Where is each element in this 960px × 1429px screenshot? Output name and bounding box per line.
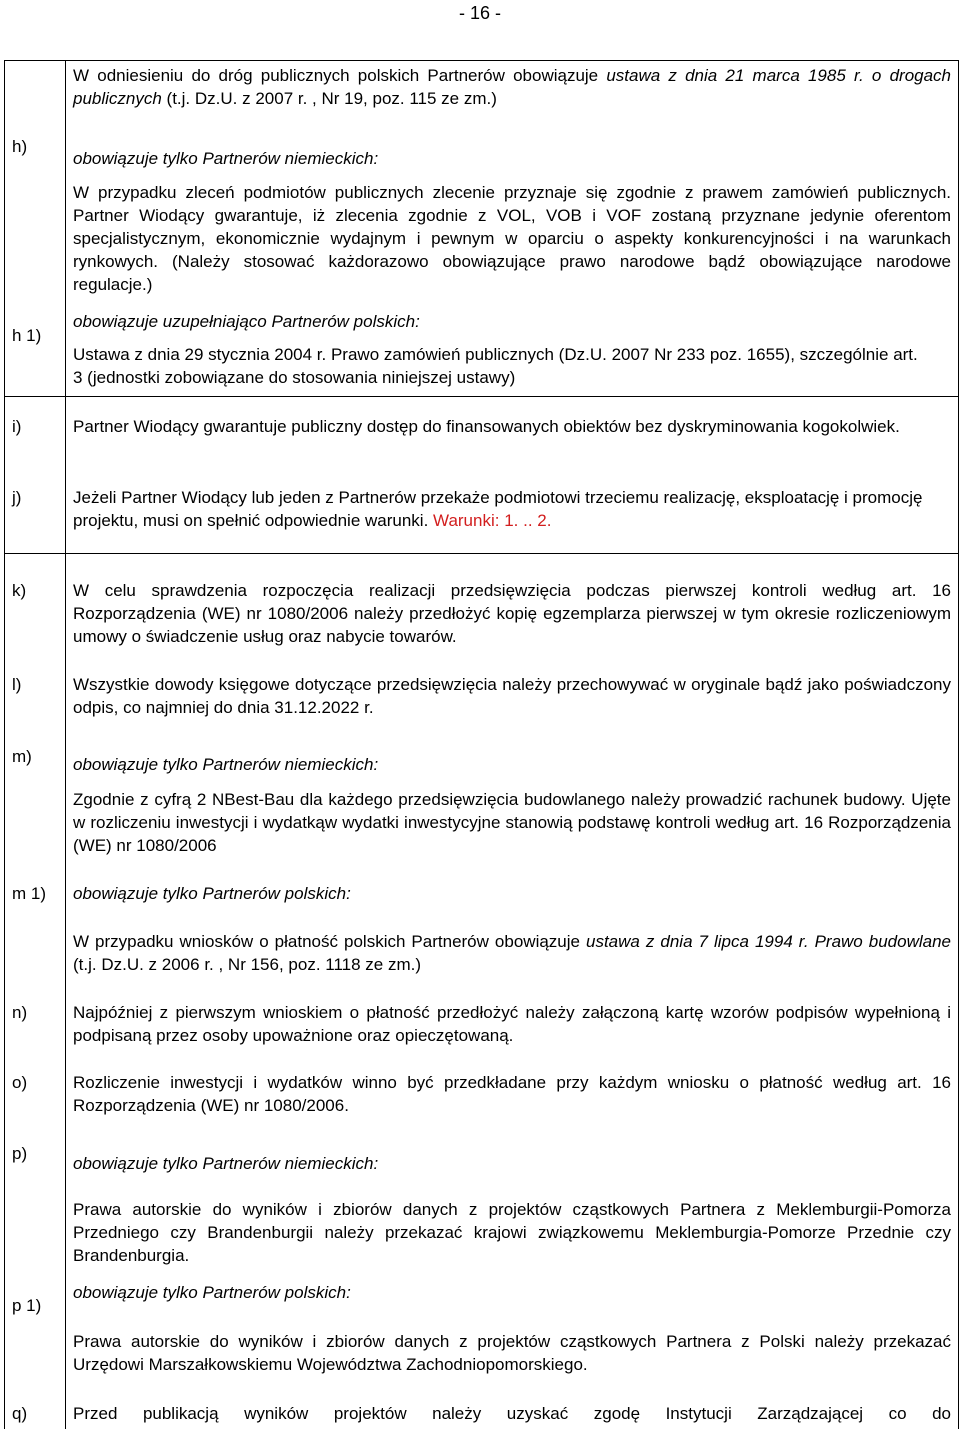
conditions-note: Warunki: 1. .. 2. xyxy=(433,511,552,530)
item-label-j: j) xyxy=(12,488,22,507)
h-heading: obowiązuje tylko Partnerów niemieckich: xyxy=(73,149,379,168)
l-paragraph: Wszystkie dowody księgowe dotyczące przedsięwzięcia należy przechowywać w oryginale bądź jako poświadczony odpis, co najmniej do dnia 31.12.2022 r. xyxy=(73,675,951,717)
item-label-q: q) xyxy=(12,1404,28,1423)
p1-paragraph: Prawa autorskie do wyników i zbiorów danych z projektów cząstkowych Partnera z Polski należy przekazać Urzędowi Marszałkowskiemu Województwa Zachodniopomorskiego. xyxy=(73,1332,951,1374)
table-border-right xyxy=(958,60,959,1429)
m1-paragraph: W przypadku wniosków o płatność polskich Partnerów obowiązuje ustawa z dnia 7 lipca 1994 r. Prawo budowlane (t.j. Dz.U. z 2006 r. , Nr 156, poz. 1118 ze zm.) xyxy=(73,932,952,974)
item-label-h: h) xyxy=(12,137,28,156)
item-label-l: l) xyxy=(12,675,22,694)
item-label-n: n) xyxy=(12,1003,28,1022)
m-paragraph: Zgodnie z cyfrą 2 NBest-Bau dla każdego przedsięwzięcia budowlanego należy prowadzić rachunek budowy. Ujęte w rozliczeniu inwestycji i wydatkąw wydatki inwestycyjne stanowią podstawę kontroli według art. 16 Rozporządzenia (WE) nr 1080/2006 xyxy=(73,790,951,855)
table-border-left xyxy=(4,60,5,1429)
intro-paragraph: W odniesieniu do dróg publicznych polskich Partnerów obowiązuje ustawa z dnia 21 marca 1985 r. o drogach publicznych (t.j. Dz.U. z 2007 r. , Nr 19, poz. 115 ze zm.) xyxy=(73,66,952,108)
h-paragraph: W przypadku zleceń podmiotów publicznych zlecenie przyznaje się zgodnie z prawem zamówień publicznych. Partner Wiodący gwarantuje, iż zlecenia zgodnie z VOL, VOB i VOF zostaną przyznane jedynie oferentom specjalistycznym, ekonomicznie wydajnym i pewnym w oparciu o aspekty konkurencyjności i na warunkach rynkowych. (Należy stosować każdorazowo obowiązujące prawo narodowe bądź obowiązujące narodowe regulacje.) xyxy=(73,183,951,294)
item-label-m: m) xyxy=(12,747,32,766)
m-heading: obowiązuje tylko Partnerów niemieckich: xyxy=(73,755,379,774)
p-heading: obowiązuje tylko Partnerów niemieckich: xyxy=(73,1154,379,1173)
j-paragraph: Jeżeli Partner Wiodący lub jeden z Partnerów przekaże podmiotowi trzeciemu realizację, eksploatację i promocję projektu, musi on spełnić odpowiednie warunki. Warunki: 1. .. 2. xyxy=(73,488,923,530)
table-border-top xyxy=(4,60,959,61)
item-label-k: k) xyxy=(12,581,27,600)
table-column-divider xyxy=(65,60,66,1429)
p1-heading: obowiązuje tylko Partnerów polskich: xyxy=(73,1283,351,1302)
m1-heading: obowiązuje tylko Partnerów polskich: xyxy=(73,884,351,903)
o-paragraph: Rozliczenie inwestycji i wydatków winno być przedkładane przy każdym wniosku o płatność według art. 16 Rozporządzenia (WE) nr 1080/2006. xyxy=(73,1073,951,1115)
table-divider-1 xyxy=(4,396,959,397)
page-number: - 16 - xyxy=(458,3,501,23)
q-paragraph: Przed publikacją wyników projektów należy uzyskać zgodę Instytucji Zarządzającej co do xyxy=(73,1404,951,1423)
table-divider-2 xyxy=(4,553,959,554)
h1-paragraph: Ustawa z dnia 29 stycznia 2004 r. Prawo zamówień publicznych (Dz.U. 2007 Nr 233 poz. 1655), szczególnie art. 3 (jednostki zobowiązane do stosowania niniejszej ustawy) xyxy=(73,345,918,387)
item-label-i: i) xyxy=(12,417,22,436)
item-label-p: p) xyxy=(12,1144,28,1163)
i-paragraph: Partner Wiodący gwarantuje publiczny dostęp do finansowanych obiektów bez dyskryminowania kogokolwiek. xyxy=(73,417,900,436)
item-label-m1: m 1) xyxy=(12,884,46,903)
h1-heading: obowiązuje uzupełniająco Partnerów polskich: xyxy=(73,312,420,331)
n-paragraph: Najpóźniej z pierwszym wnioskiem o płatność przedłożyć należy załączoną kartę wzorów podpisów wypełnioną i podpisaną przez osoby upoważnione oraz opieczętowaną. xyxy=(73,1003,951,1045)
p-paragraph: Prawa autorskie do wyników i zbiorów danych z projektów cząstkowych Partnera z Meklemburgii-Pomorza Przedniego czy Brandenburgii należy przekazać krajowi związkowemu Meklemburgia-Pomorze Przednie czy Brandenburgia. xyxy=(73,1200,951,1265)
item-label-o: o) xyxy=(12,1073,28,1092)
k-paragraph: W celu sprawdzenia rozpoczęcia realizacji przedsięwzięcia podczas pierwszej kontroli według art. 16 Rozporządzenia (WE) nr 1080/2006 należy przedłożyć kopię egzemplarza pierwszej w tym okresie rozliczeniowym umowy o świadczenie usług oraz nabycie towarów. xyxy=(73,581,951,646)
item-label-p1: p 1) xyxy=(12,1296,42,1315)
item-label-h1: h 1) xyxy=(12,326,42,345)
